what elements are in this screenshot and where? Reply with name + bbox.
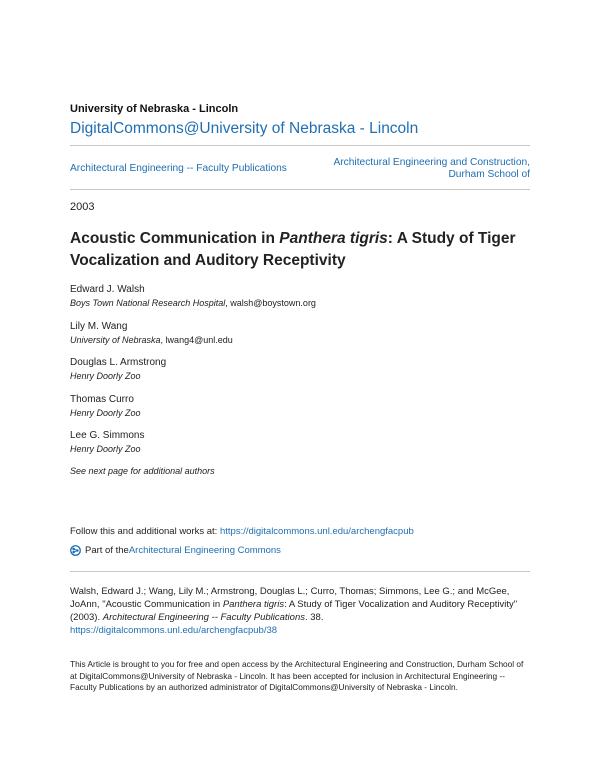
affiliation-text: Boys Town National Research Hospital: [70, 298, 226, 308]
collection-link-line1: Architectural Engineering and Construction,: [333, 157, 530, 168]
author-name: Douglas L. Armstrong: [70, 357, 167, 368]
site-title-link[interactable]: DigitalCommons@University of Nebraska - Lincoln: [70, 120, 419, 137]
follow-line: [70, 526, 414, 537]
author-email: lwang4@unl.edu: [165, 335, 233, 345]
divider-middle: [70, 189, 530, 190]
affiliation-text: University of Nebraska: [70, 335, 161, 345]
citation-text1: Walsh, Edward J.; Wang, Lily M.; Armstrong, Douglas L.; Curro, Thomas; Simmons, Lee G.; and McGee, JoAnn, "Acoustic Communication in: [70, 586, 510, 610]
divider-lower: [70, 571, 530, 572]
author-affiliation: [70, 371, 141, 381]
title-italic-species: Panthera tigris: [279, 230, 388, 247]
collection-link-line2: Durham School of: [448, 169, 530, 180]
author-affiliation: Boys Town National Research Hospital, walsh@boystown.org: [70, 298, 316, 308]
author-affiliation: [70, 408, 141, 418]
commons-link[interactable]: Architectural Engineering Commons: [128, 545, 281, 556]
author-affiliation: [70, 444, 141, 454]
additional-authors-note: See next page for additional authors: [70, 466, 215, 476]
follow-prefix: Follow this and additional works at:: [70, 526, 220, 537]
article-title: [70, 228, 530, 272]
share-icon: [70, 545, 81, 556]
citation-block: [70, 585, 530, 637]
title-part1: Acoustic Communication in: [70, 230, 280, 247]
author-email: walsh@boystown.org: [230, 298, 316, 308]
author-name: Edward J. Walsh: [70, 284, 145, 295]
citation-url-link[interactable]: https://digitalcommons.unl.edu/archengfacpub/38: [70, 625, 278, 636]
part-of-prefix: Part of the: [85, 545, 129, 556]
affiliation-text: Henry Doorly Zoo: [70, 408, 141, 418]
footer-notice: This Article is brought to you for free and open access by the Architectural Engineering and Construction, Durham School of at DigitalCommons@University of Nebraska - Lincoln. It has been accepted for inclusion in Architectural Engineering -- Faculty Publications by an authorized administrator of DigitalCommons@University of Nebraska - Lincoln.: [70, 659, 524, 692]
collection-link-durham-school[interactable]: [333, 157, 530, 181]
follow-url-link[interactable]: https://digitalcommons.unl.edu/archengfacpub: [219, 526, 414, 537]
citation-text2: : A Study of Tiger Vocalization and Auditory Receptivity" (2003).: [70, 599, 518, 623]
author-name: Thomas Curro: [70, 394, 134, 405]
publication-year: 2003: [70, 201, 95, 213]
author-affiliation: University of Nebraska, lwang4@unl.edu: [70, 335, 233, 345]
citation-italic-species: Panthera tigris: [222, 599, 285, 610]
citation-italic-series: Architectural Engineering -- Faculty Publications: [102, 612, 305, 623]
author-name: Lily M. Wang: [70, 321, 128, 332]
affiliation-text: Henry Doorly Zoo: [70, 444, 141, 454]
affiliation-text: Henry Doorly Zoo: [70, 371, 141, 381]
title-part2: : A Study of Tiger Vocalization and Auditory Receptivity: [70, 230, 516, 269]
collection-link-faculty-publications[interactable]: Architectural Engineering -- Faculty Publications: [70, 163, 287, 174]
author-name: Lee G. Simmons: [70, 430, 145, 441]
divider-top: [70, 145, 530, 146]
part-of-line: [70, 545, 281, 556]
institution-name: University of Nebraska - Lincoln: [70, 103, 239, 115]
citation-text3: . 38.: [304, 612, 324, 623]
